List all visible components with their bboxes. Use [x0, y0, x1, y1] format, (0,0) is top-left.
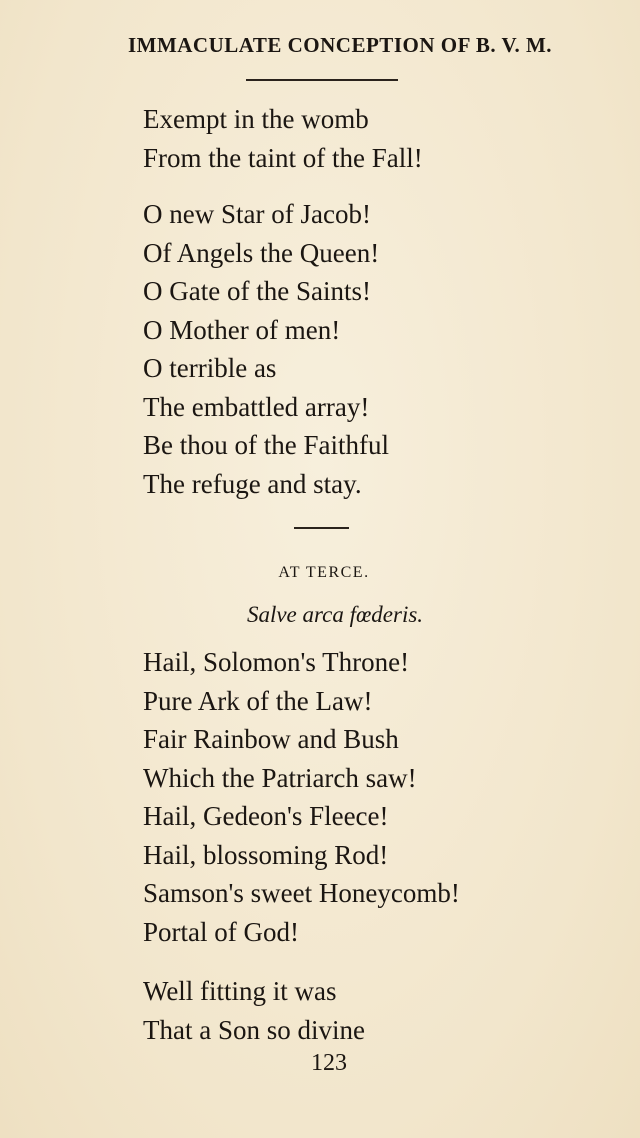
header-rule: [246, 79, 398, 81]
verse-line: The refuge and stay.: [143, 468, 362, 499]
verse-line: Hail, blossoming Rod!: [143, 839, 389, 870]
verse-line: Well fitting it was: [143, 976, 337, 1006]
verse-line: O new Star of Jacob!: [143, 199, 371, 229]
verse-line: Portal of God!: [143, 916, 299, 947]
verse-line: O terrible as: [143, 353, 277, 383]
verse-line: Which the Patriarch saw!: [143, 762, 417, 793]
running-title: IMMACULATE CONCEPTION OF B. V. M.: [127, 33, 553, 57]
verse-line: The embattled array!: [143, 391, 370, 422]
stanza-2: [143, 195, 389, 503]
verse-line: Samson's sweet Honeycomb!: [143, 878, 460, 908]
section-heading: AT TERCE.: [278, 564, 370, 581]
verse-line: Of Angels the Queen!: [143, 237, 380, 268]
verse-line: O Gate of the Saints!: [143, 276, 371, 306]
verse-line: From the taint of the Fall!: [143, 142, 423, 173]
verse-line: That a Son so divine: [143, 1014, 365, 1045]
verse-line: O Mother of men!: [143, 314, 341, 345]
page-number: 123: [311, 1050, 347, 1076]
stanza-3: [143, 643, 460, 951]
verse-line: Exempt in the womb: [143, 104, 369, 134]
section-subtitle: Salve arca fœderis.: [246, 602, 424, 627]
verse-line: Hail, Solomon's Throne!: [143, 647, 410, 677]
verse-line: Fair Rainbow and Bush: [143, 724, 399, 754]
section-divider: [294, 527, 349, 529]
running-header: [0, 33, 640, 58]
verse-line: Hail, Gedeon's Fleece!: [143, 801, 389, 831]
stanza-1: [143, 100, 423, 177]
verse-line: Pure Ark of the Law!: [143, 685, 373, 716]
stanza-4: [143, 972, 365, 1049]
verse-line: Be thou of the Faithful: [143, 430, 389, 460]
